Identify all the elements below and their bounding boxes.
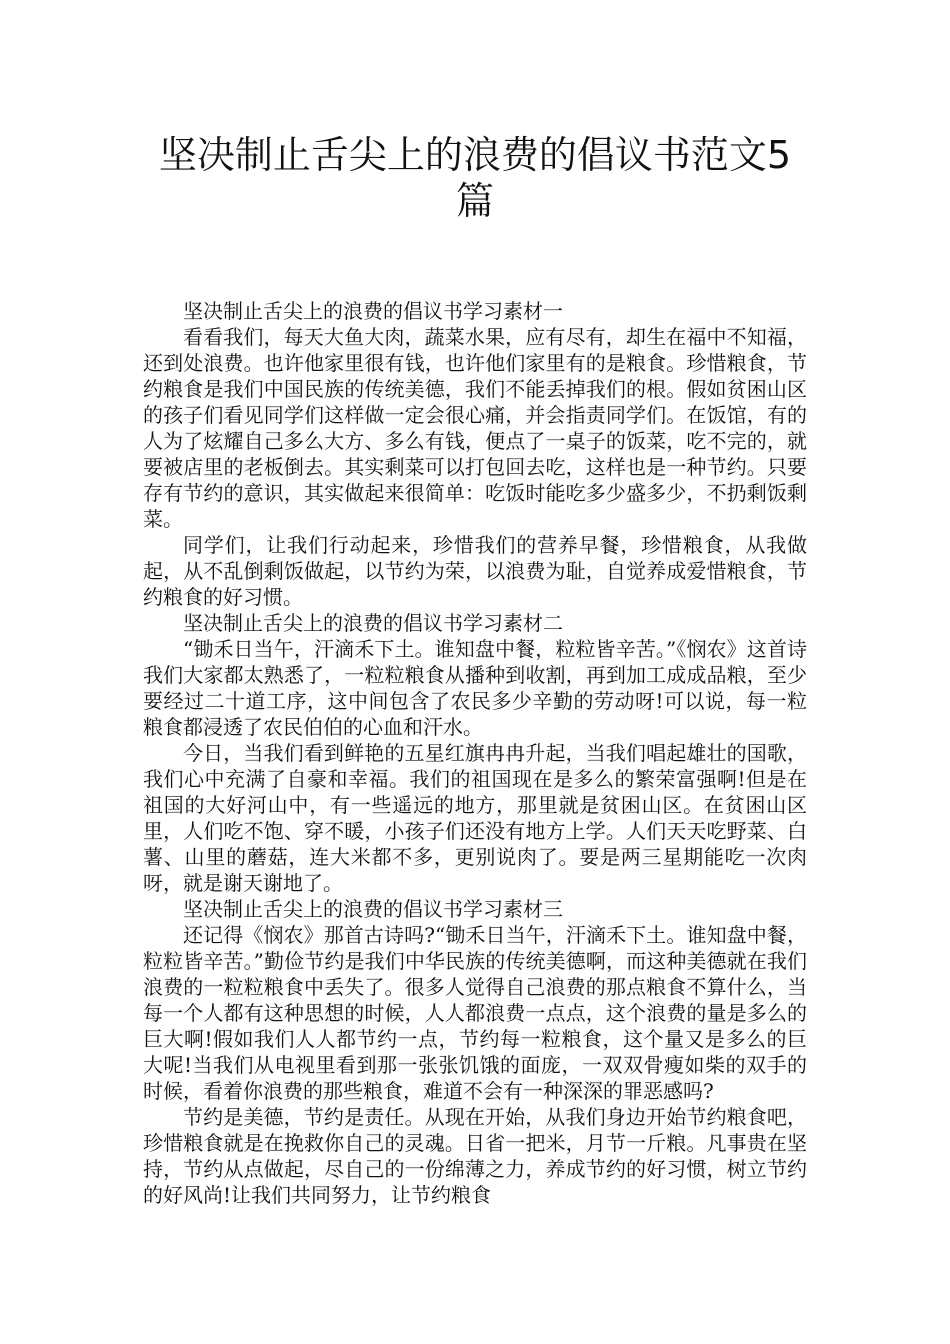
section-heading: 坚决制止舌尖上的浪费的倡议书学习素材三 xyxy=(183,897,563,921)
paragraph: “锄禾日当午，汗滴禾下土。谁知盘中餐，粒粒皆辛苦。”《悯农》这首诗我们大家都太熟悉了，一粒粒粮食从播种到收割，再到加工成成品粮，至少要经过二十道工序，这中间包含了农民多少辛勤的劳动呀!可以说，每一粒粮食都浸透了农民伯伯的心血和汗水。 xyxy=(143,637,807,739)
paragraph: 同学们，让我们行动起来，珍惜我们的营养早餐，珍惜粮食，从我做起，从不乱倒剩饭做起，以节约为荣，以浪费为耻，自觉养成爱惜粮食，节约粮食的好习惯。 xyxy=(143,533,807,609)
section-heading: 坚决制止舌尖上的浪费的倡议书学习素材二 xyxy=(183,611,563,635)
section-2 xyxy=(143,610,807,896)
section-heading: 坚决制止舌尖上的浪费的倡议书学习素材一 xyxy=(183,299,563,323)
section-1 xyxy=(143,298,807,610)
document-title: 坚决制止舌尖上的浪费的倡议书范文5篇 xyxy=(158,133,792,223)
section-3 xyxy=(143,896,807,1208)
paragraph: 看看我们，每天大鱼大肉，蔬菜水果，应有尽有，却生在福中不知福，还到处浪费。也许他家里很有钱，也许他们家里有的是粮食。珍惜粮食，节约粮食是我们中国民族的传统美德，我们不能丢掉我们的根。假如贫困山区的孩子们看见同学们这样做一定会很心痛，并会指责同学们。在饭馆，有的人为了炫耀自己多么大方、多么有钱，便点了一桌子的饭菜，吃不完的，就要被店里的老板倒去。其实剩菜可以打包回去吃，这样也是一种节约。只要存有节约的意识，其实做起来很简单：吃饭时能吃多少盛多少，不扔剩饭剩菜。 xyxy=(143,325,807,531)
document-body xyxy=(143,298,807,1208)
paragraph: 节约是美德，节约是责任。从现在开始，从我们身边开始节约粮食吧，珍惜粮食就是在挽救你自己的灵魂。日省一把米，月节一斤粮。凡事贵在坚持，节约从点做起，尽自己的一份绵薄之力，养成节约的好习惯，树立节约的好风尚!让我们共同努力，让节约粮食 xyxy=(143,1105,807,1207)
paragraph: 还记得《悯农》那首古诗吗?“锄禾日当午，汗滴禾下土。谁知盘中餐，粒粒皆辛苦。”勤俭节约是我们中华民族的传统美德啊，而这种美德就在我们浪费的一粒粒粮食中丢失了。很多人觉得自己浪费的那点粮食不算什么，当每一个人都有这种思想的时候，人人都浪费一点点，这个浪费的量是多么的巨大啊!假如我们人人都节约一点，节约每一粒粮食，这个量又是多么的巨大呢!当我们从电视里看到那一张张饥饿的面庞，一双双骨瘦如柴的双手的时候，看着你浪费的那些粮食，难道不会有一种深深的罪恶感吗? xyxy=(143,923,807,1103)
paragraph: 今日，当我们看到鲜艳的五星红旗冉冉升起，当我们唱起雄壮的国歌，我们心中充满了自豪和幸福。我们的祖国现在是多么的繁荣富强啊!但是在祖国的大好河山中，有一些遥远的地方，那里就是贫困山区。在贫困山区里，人们吃不饱、穿不暖，小孩子们还没有地方上学。人们天天吃野菜、白薯、山里的蘑菇，连大米都不多，更别说肉了。要是两三星期能吃一次肉呀，就是谢天谢地了。 xyxy=(143,741,807,895)
